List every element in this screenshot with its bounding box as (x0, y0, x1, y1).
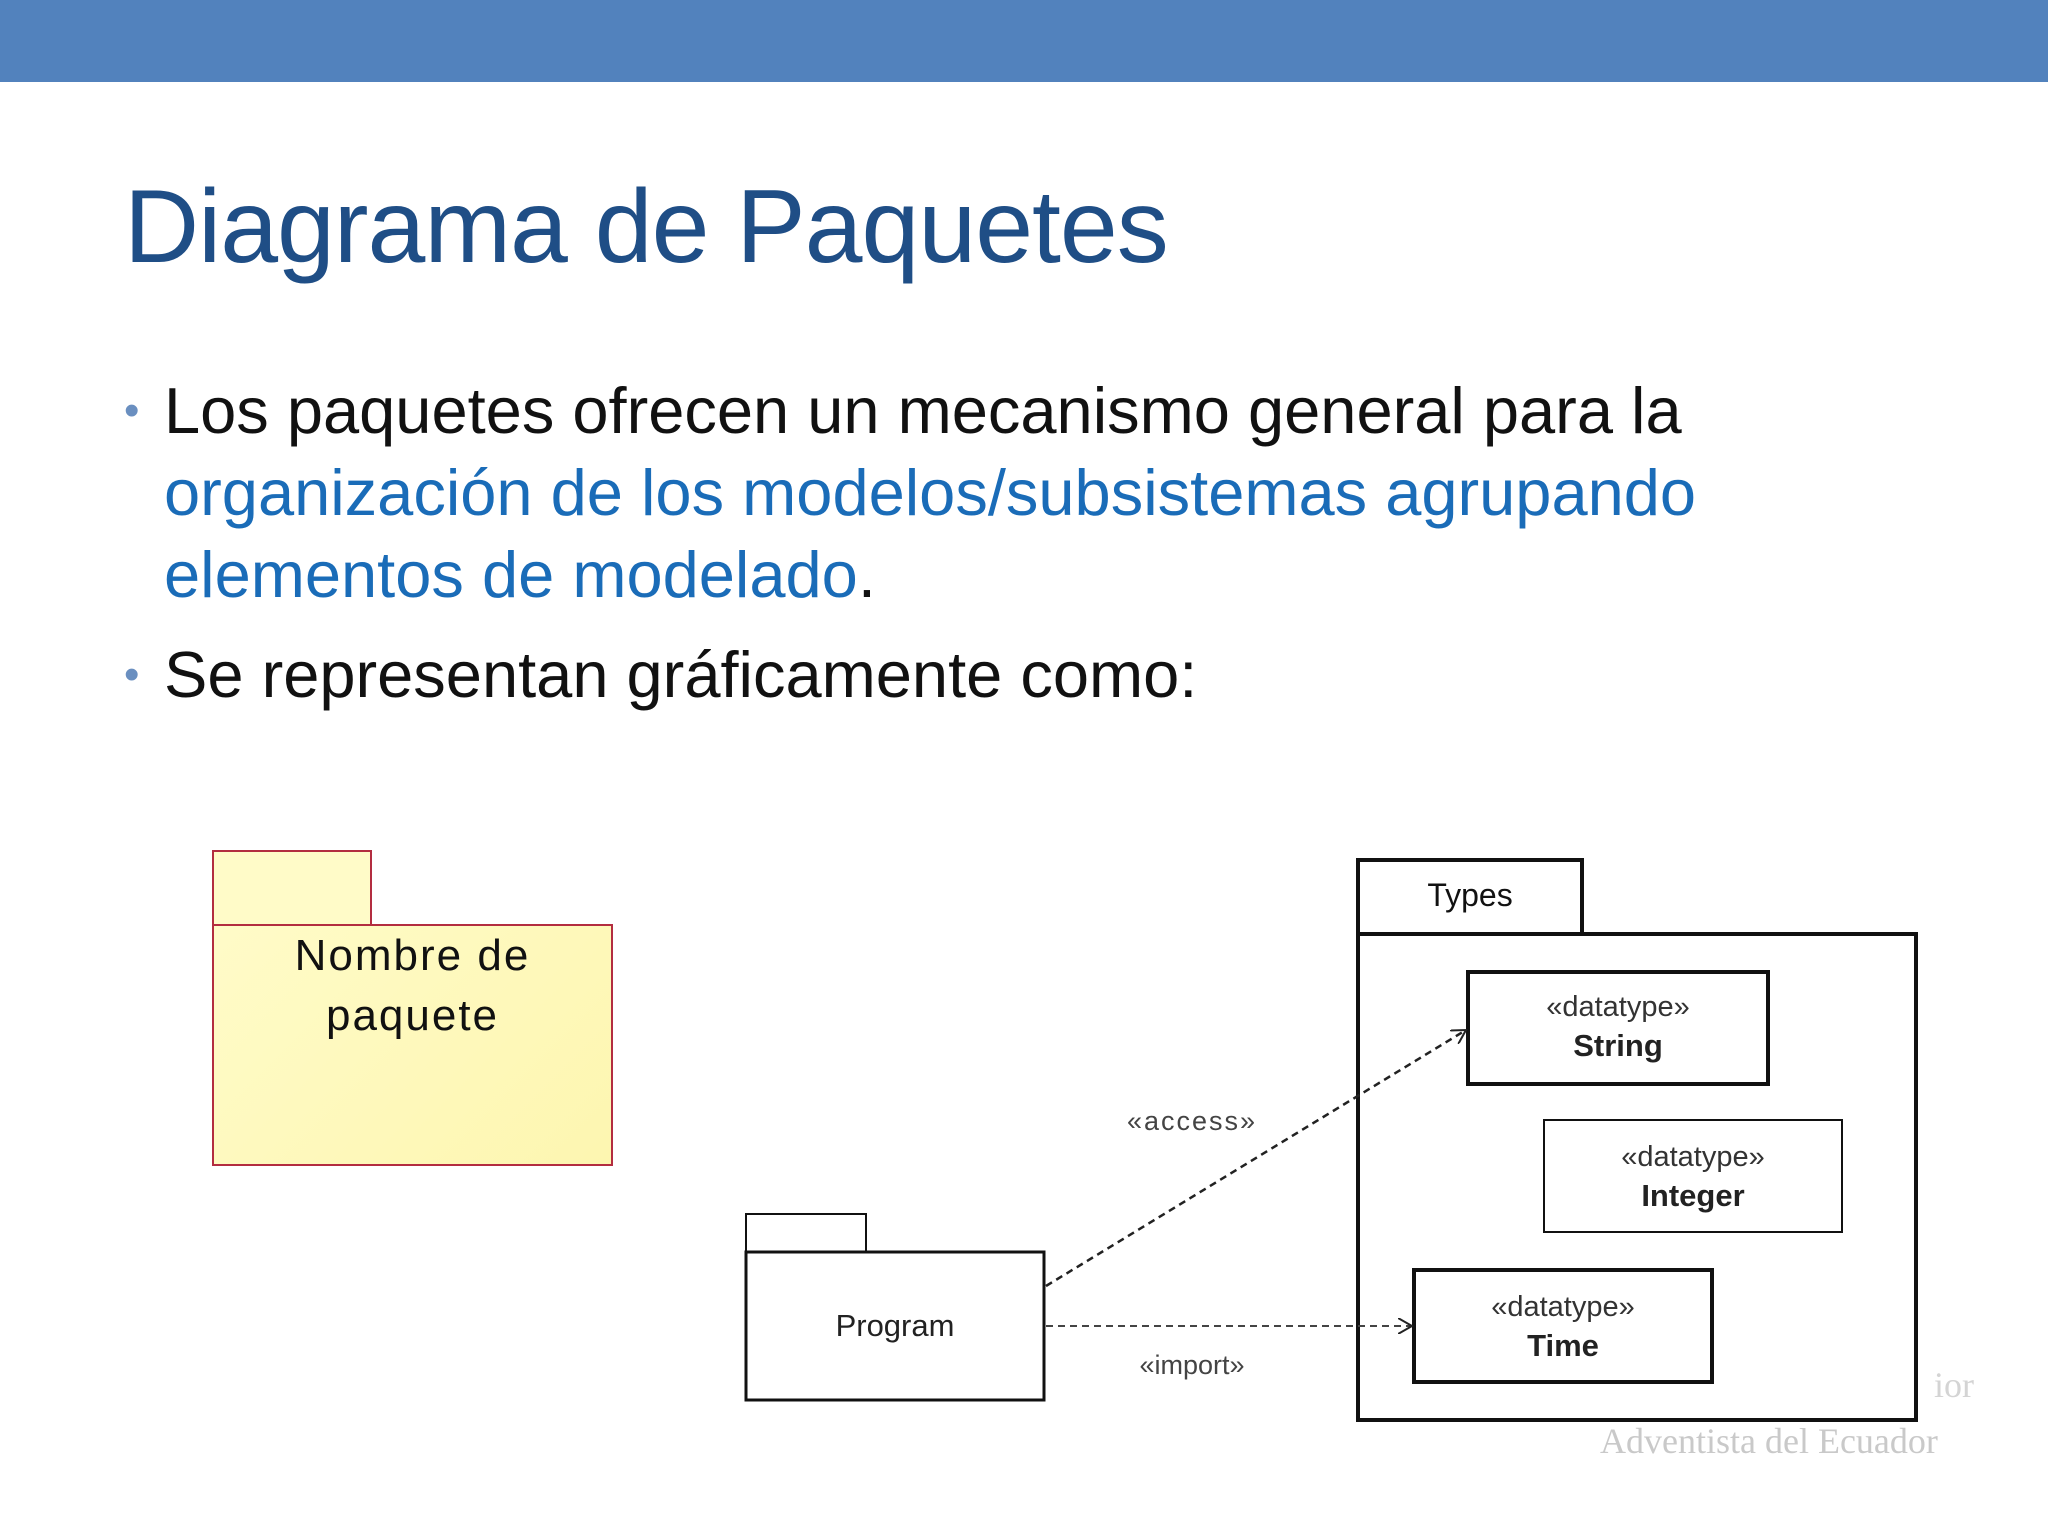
slide-title: Diagrama de Paquetes (124, 169, 1168, 285)
datatype-string-name: String (1573, 1028, 1663, 1063)
partial-watermark-text: ior (1934, 1365, 1974, 1405)
datatype-time-name: Time (1527, 1328, 1599, 1363)
datatype-integer-stereotype: «datatype» (1621, 1141, 1765, 1173)
datatype-time-stereotype: «datatype» (1491, 1291, 1635, 1323)
bullet-text: Se representan gráficamente como: (164, 638, 1198, 711)
bullet-text: Los paquetes ofrecen un mecanismo general para la (164, 374, 1682, 447)
footer-watermark: Adventista del Ecuador (1600, 1421, 1938, 1461)
datatype-integer-name: Integer (1641, 1178, 1745, 1213)
program-package-tab (746, 1214, 866, 1252)
bullet-highlight: organización de los modelos/subsistemas agrupando elementos de modelado (164, 456, 1697, 611)
import-dependency-label: «import» (1139, 1350, 1245, 1380)
datatype-integer-box (1544, 1120, 1842, 1232)
types-package-label: Types (1427, 877, 1513, 913)
bullet-marker: • (124, 386, 140, 435)
datatype-string-stereotype: «datatype» (1546, 991, 1690, 1023)
program-package-label: Program (835, 1308, 955, 1343)
bullet-marker: • (124, 650, 140, 699)
access-dependency-label: «access» (1126, 1106, 1258, 1136)
datatype-time-box (1414, 1270, 1712, 1382)
package-name: Nombre de paquete (294, 931, 531, 1040)
bullet-period: . (857, 538, 876, 611)
